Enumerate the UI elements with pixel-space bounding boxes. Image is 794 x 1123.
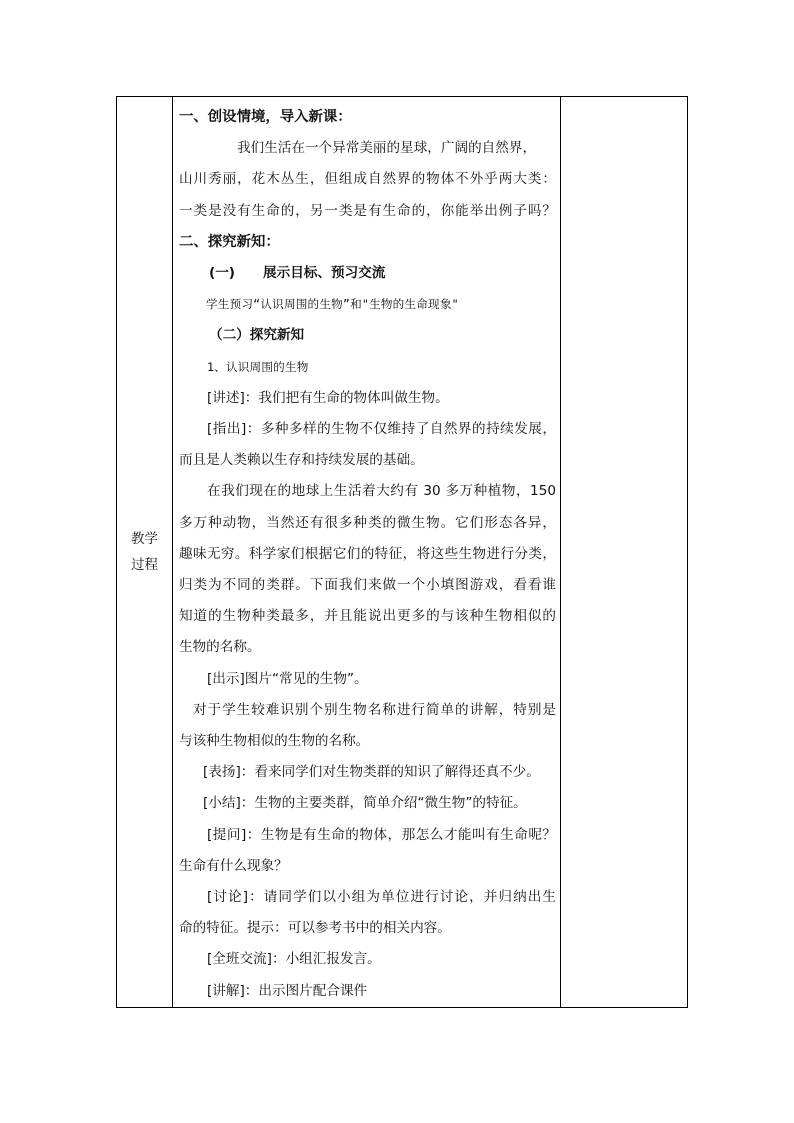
subheading-1-title: 展示目标、预习交流: [263, 265, 386, 282]
subheading-1-number: (一): [209, 265, 236, 282]
content-cell: [173, 97, 561, 1008]
question-line-1: [提问]：生物是有生命的物体，那怎么才能叫有生命呢？: [207, 826, 556, 843]
show-line: [出示]图片“常见的生物”。: [207, 670, 368, 687]
para2-line-4: 归类为不同的类群。下面我们来做一个小填图游戏，看看谁: [179, 577, 556, 594]
point-line-1: [指出]：多种多样的生物不仅维持了自然界的持续发展，: [207, 421, 556, 438]
subheading-1: [179, 258, 556, 289]
notes-cell: [561, 97, 688, 1008]
row-label-cell: [117, 97, 173, 1008]
discussion-line-1: [讨论]：请同学们以小组为单位进行讨论，并归纳出生: [207, 889, 556, 906]
para3-line-2: 与该种生物相似的生物的名称。: [179, 733, 370, 750]
para2-line-6: 生物的名称。: [179, 639, 261, 656]
para1-line-3: 一类是没有生命的，另一类是有生命的，你能举出例子吗？: [179, 202, 556, 219]
discussion-line-2: 命的特征。提示：可以参考书中的相关内容。: [179, 920, 451, 937]
heading-2: 二、探究新知：: [179, 233, 280, 250]
para1-line-2: 山川秀丽，花木丛生，但组成自然界的物体不外乎两大类：: [179, 171, 556, 188]
explain-line: [讲解]：出示图片配合课件: [207, 982, 368, 999]
row-label: 教学过程: [131, 530, 158, 573]
lecture-line: [讲述]：我们把有生命的物体叫做生物。: [207, 389, 449, 406]
heading-1: 一、创设情境，导入新课：: [179, 109, 352, 125]
para2-line-1: 在我们现在的地球上生活着大约有 30 多万种植物，150: [207, 483, 556, 500]
lesson-plan-table: [116, 96, 688, 1008]
para1-line-1: 我们生活在一个异常美丽的星球，广阔的自然界，: [237, 140, 537, 157]
subheading-2: （二）探究新知: [209, 327, 305, 344]
item-1: 1、认识周围的生物: [207, 359, 309, 374]
para2-line-5: 知道的生物种类最多，并且能说出更多的与该种生物相似的: [179, 608, 556, 625]
question-line-2: 生命有什么现象？: [179, 857, 288, 874]
para2-line-3: 趣味无穷。科学家们根据它们的特征，将这些生物进行分类，: [179, 545, 556, 562]
para3-line-1: 对于学生较难识别个别生物名称进行简单的讲解，特别是: [193, 701, 556, 718]
preview-line: 学生预习“认识周围的生物”和"生物的生命现象": [206, 297, 459, 312]
para2-line-2: 多万种动物，当然还有很多种类的微生物。它们形态各异，: [179, 514, 556, 531]
summary-line: [小结]：生物的主要类群，简单介绍“微生物”的特征。: [203, 795, 527, 812]
teaching-process-row: [117, 97, 688, 1008]
point-line-2: 而且是人类赖以生存和持续发展的基础。: [179, 452, 424, 469]
praise-line: [表扬]：看来同学们对生物类群的知识了解得还真不少。: [203, 764, 540, 781]
exchange-line: [全班交流]：小组汇报发言。: [207, 951, 381, 968]
